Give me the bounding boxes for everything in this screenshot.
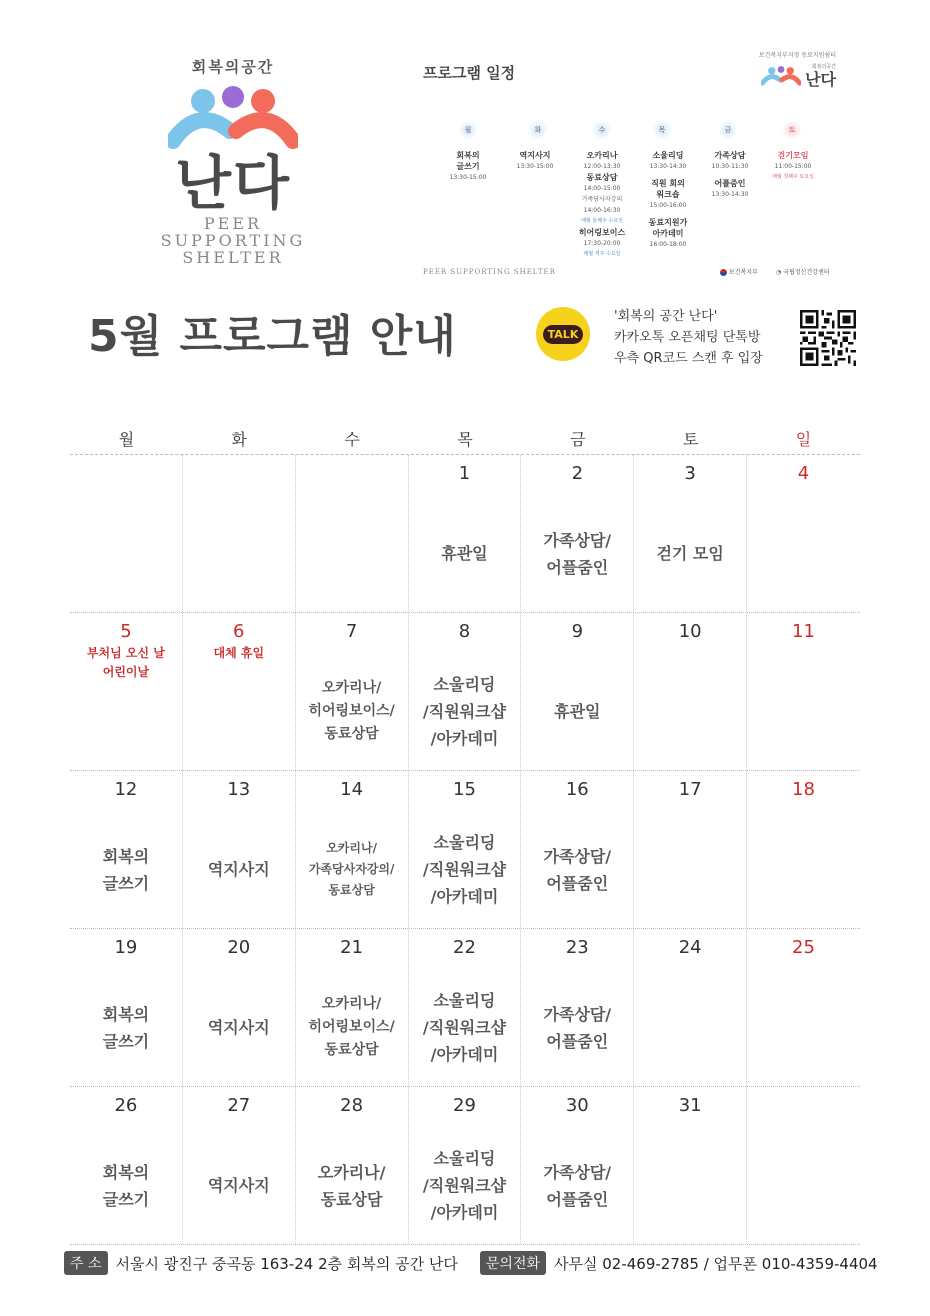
program-name: 어플줌인: [546, 1031, 609, 1051]
calendar-day-cell: [409, 1087, 522, 1244]
talk-label: TALK: [543, 325, 584, 344]
mini-time: 10:30-11:30: [711, 163, 749, 170]
program-list: [409, 1135, 521, 1236]
holiday-label: 부처님 오신 날: [86, 646, 165, 660]
mini-program: 회복의: [456, 151, 480, 160]
program-list: [521, 819, 633, 920]
day-number: 2: [571, 463, 584, 484]
calendar-day-cell: [296, 455, 409, 612]
program-name: 가족상담/: [543, 530, 612, 550]
program-name: 가족당사자강의/: [308, 862, 395, 876]
day-number: 29: [453, 1095, 476, 1116]
logo-name: 난다: [174, 149, 292, 217]
qr-code-icon[interactable]: [800, 310, 856, 366]
mini-time: 17:30-20:00: [583, 240, 621, 247]
mini-program: 오카리나: [586, 151, 618, 160]
day-number: 11: [792, 621, 815, 642]
mini-logo-caption: 보건복지부지정 동료지원쉼터: [758, 52, 836, 59]
calendar-day-cell: [634, 613, 747, 770]
program-name: 글쓰기: [102, 873, 150, 893]
day-number: 21: [340, 937, 364, 958]
mini-logo: [740, 50, 836, 89]
program-name: 회복의: [102, 1162, 150, 1182]
mini-day: 수: [592, 120, 612, 140]
day-number: 9: [571, 621, 584, 642]
calendar-week: [70, 613, 860, 771]
mini-logo-icon: [761, 65, 801, 87]
program-name: 가족상담/: [543, 1004, 612, 1024]
program-name: 동료상담: [328, 883, 375, 897]
calendar-weekday-header: [70, 425, 860, 455]
calendar-day-cell: [634, 929, 747, 1086]
mini-day: 월: [458, 120, 478, 140]
calendar-day-cell: [70, 455, 183, 612]
program-name: 걷기 모임: [656, 544, 724, 563]
program-name: /직원워크샵: [422, 1176, 507, 1195]
calendar-day-cell: [634, 1087, 747, 1244]
calendar-day-cell: [409, 929, 522, 1086]
calendar-day-cell: [747, 929, 860, 1086]
mini-col-wed: [571, 150, 633, 260]
program-name: /아카데미: [430, 887, 499, 906]
calendar-day-cell: [183, 455, 296, 612]
program-list: [521, 503, 633, 604]
mini-program: 직원 회의: [651, 179, 685, 188]
kakao-line-3: 우측 QR코드 스캔 후 입장: [614, 351, 763, 366]
phone-label: 문의전화: [480, 1251, 546, 1275]
address-text: 서울시 광진구 중곡동 163-24 2층 회복의 공간 난다: [115, 1254, 458, 1273]
logo-eng-line-2: SHELTER: [182, 248, 284, 267]
mini-program: 가족상담: [714, 151, 746, 160]
mini-logo-name: 난다: [805, 70, 836, 89]
day-number: 7: [345, 621, 358, 642]
program-list: [409, 977, 521, 1078]
program-name: 글쓰기: [102, 1189, 150, 1209]
day-number: 22: [453, 937, 476, 958]
program-name: 동료상담: [320, 1189, 383, 1209]
program-list: [296, 977, 408, 1078]
program-list: [409, 661, 521, 762]
day-number: 30: [565, 1095, 589, 1116]
mini-day: 토: [782, 120, 802, 140]
program-name: /아카데미: [430, 1045, 499, 1064]
calendar: [70, 425, 860, 1245]
schedule-title: 프로그램 일정: [423, 64, 516, 82]
holiday-label: 어린이날: [102, 665, 150, 679]
logo-subtitle: 회복의공간: [191, 58, 275, 76]
calendar-week: [70, 929, 860, 1087]
calendar-day-cell: [747, 771, 860, 928]
footer: [64, 1251, 878, 1275]
mini-time: 14:00-15:00: [583, 185, 621, 192]
calendar-day-cell: [70, 929, 183, 1086]
kakaotalk-icon: [536, 307, 590, 361]
day-number: 19: [114, 937, 138, 958]
calendar-week: [70, 1087, 860, 1245]
calendar-day-cell: [634, 771, 747, 928]
mini-program: 글쓰기: [456, 162, 480, 171]
mini-time: 16:00-18:00: [649, 241, 687, 248]
program-name: /직원워크샵: [422, 1018, 507, 1037]
program-name: 역지사지: [207, 1018, 270, 1037]
weekday-label: 토: [682, 430, 699, 449]
calendar-day-cell: [296, 1087, 409, 1244]
calendar-day-cell: [183, 613, 296, 770]
day-number: 27: [227, 1095, 251, 1116]
holiday-label: 대체 휴일: [213, 646, 265, 660]
mini-program: 소울리딩: [652, 151, 684, 160]
program-name: 소울리딩: [433, 833, 496, 852]
logo-people-icon: [168, 83, 298, 153]
mini-logo-small: 회복의공간: [811, 64, 836, 70]
mini-schedule: [440, 150, 830, 270]
program-list: [296, 819, 408, 920]
program-name: 휴관일: [554, 702, 601, 721]
calendar-day-cell: [521, 771, 634, 928]
program-name: /직원워크샵: [422, 702, 507, 721]
program-name: 소울리딩: [433, 1149, 496, 1168]
program-list: [296, 661, 408, 762]
day-number: 5: [120, 621, 132, 642]
program-list: [521, 661, 633, 762]
weekday-label: 화: [231, 430, 247, 449]
weekday-label: 목: [457, 430, 473, 449]
calendar-day-cell: [747, 613, 860, 770]
program-list: [521, 1135, 633, 1236]
day-number: 1: [458, 463, 471, 484]
calendar-day-cell: [183, 929, 296, 1086]
program-list: [183, 819, 295, 920]
calendar-day-cell: [521, 1087, 634, 1244]
mini-time: 12:00-13:30: [583, 163, 621, 170]
day-number: 10: [678, 621, 702, 642]
program-name: 동료상담: [324, 726, 379, 742]
day-number: 18: [792, 779, 815, 800]
program-name: 소울리딩: [433, 675, 496, 694]
gov-name-1: 보건복지부: [728, 269, 758, 276]
day-number: 8: [458, 621, 471, 642]
logo-eng-line-1: PEER SUPPORTING: [160, 214, 306, 250]
mini-col-sat: [762, 150, 824, 183]
calendar-day-cell: [747, 455, 860, 612]
day-number: 26: [114, 1095, 138, 1116]
calendar-day-cell: [747, 1087, 860, 1244]
program-name: 어플줌인: [546, 873, 609, 893]
calendar-day-cell: [521, 929, 634, 1086]
calendar-day-cell: [409, 455, 522, 612]
day-number: 16: [565, 779, 589, 800]
day-number: 31: [678, 1095, 702, 1116]
program-list: [521, 977, 633, 1078]
program-name: 동료상담: [324, 1042, 379, 1058]
program-name: /아카데미: [430, 1203, 499, 1222]
gov-logo-1: [720, 267, 758, 276]
mini-day: 화: [528, 120, 548, 140]
calendar-day-cell: [409, 613, 522, 770]
mini-time: 13:30-14:30: [711, 191, 749, 198]
mini-time: 13:30-14:30: [649, 163, 687, 170]
day-number: 12: [114, 779, 138, 800]
day-number: 14: [340, 779, 364, 800]
program-name: 오카리나/: [317, 1162, 386, 1182]
mini-col-mon: [437, 150, 499, 183]
mini-program: 가족당사자강의: [581, 196, 623, 203]
day-number: 24: [678, 937, 702, 958]
calendar-day-cell: [183, 1087, 296, 1244]
calendar-week: [70, 771, 860, 929]
mini-time: 13:30-15:00: [449, 174, 487, 181]
mini-schedule-days: [440, 120, 820, 140]
day-number: 3: [684, 463, 696, 484]
mini-time: 11:00-15:00: [774, 163, 812, 170]
calendar-week: [70, 455, 860, 613]
program-name: /직원워크샵: [422, 860, 507, 879]
calendar-day-cell: [521, 613, 634, 770]
mini-time: 14:00-16:30: [583, 207, 621, 214]
mini-program: 동료지원가: [648, 218, 688, 227]
program-list: [409, 819, 521, 920]
calendar-day-cell: [296, 771, 409, 928]
day-number: 25: [792, 937, 815, 958]
calendar-weeks: [70, 455, 860, 1245]
mini-program: 동료상담: [586, 173, 618, 182]
program-name: 가족상담/: [543, 1162, 612, 1182]
program-name: 오카리나/: [322, 996, 382, 1012]
mini-program: 어플줌인: [714, 179, 746, 188]
peer-supporting-caption: PEER SUPPORTING SHELTER: [423, 268, 556, 276]
program-name: 회복의: [102, 846, 150, 866]
program-list: [70, 977, 182, 1078]
gov-name-2: 국립정신건강센터: [783, 269, 830, 276]
program-name: 어플줌인: [546, 557, 609, 577]
mini-day: 금: [718, 120, 738, 140]
mini-col-tue: [504, 150, 566, 172]
weekday-label: 월: [118, 430, 135, 449]
mini-time: 15:00-16:00: [649, 202, 687, 209]
weekday-label: 수: [344, 430, 360, 449]
program-name: 오카리나/: [326, 841, 377, 855]
day-number: 17: [678, 779, 702, 800]
calendar-day-cell: [183, 771, 296, 928]
mini-note: 매월 첫째주 토요일: [772, 174, 814, 180]
mini-program: 걷기모임: [777, 151, 809, 160]
program-name: 히어링보이스/: [308, 1019, 395, 1035]
mini-program: 히어링보이스: [578, 228, 626, 237]
program-list: [70, 819, 182, 920]
kakao-info: [614, 306, 763, 369]
program-name: 히어링보이스/: [308, 703, 395, 719]
kakao-line-2: 카카오톡 오픈채팅 단톡방: [614, 330, 761, 345]
center-icon: ◔: [776, 269, 782, 276]
mini-time: 13:30-15:00: [516, 163, 554, 170]
mini-program: 워크숍: [656, 190, 680, 199]
day-number: 13: [227, 779, 251, 800]
program-list: [183, 977, 295, 1078]
calendar-day-cell: [409, 771, 522, 928]
program-name: 휴관일: [441, 544, 488, 563]
program-name: 오카리나/: [322, 680, 382, 696]
program-list: [409, 503, 521, 604]
day-number: 4: [797, 463, 810, 484]
day-number: 23: [565, 937, 589, 958]
kakao-line-1: '회복의 공간 난다': [614, 309, 718, 324]
program-list: [70, 1135, 182, 1236]
mini-program: 역지사지: [519, 151, 551, 160]
program-list: [634, 503, 746, 604]
mini-note: 매월 격주 수요일: [583, 251, 621, 257]
weekday-label: 금: [570, 430, 586, 449]
calendar-day-cell: [296, 613, 409, 770]
program-name: 회복의: [102, 1004, 150, 1024]
weekday-label: 일: [795, 430, 812, 449]
page-title: 5월 프로그램 안내: [88, 311, 457, 362]
taegeuk-icon: [720, 269, 727, 276]
calendar-day-cell: [70, 1087, 183, 1244]
program-name: 가족상담/: [543, 846, 612, 866]
address-label: 주 소: [64, 1251, 108, 1275]
mini-day: 목: [652, 120, 672, 140]
program-name: 글쓰기: [102, 1031, 150, 1051]
phone-text: 사무실 02-469-2785 / 업무폰 010-4359-4404: [554, 1254, 878, 1273]
mini-col-thu: [637, 150, 699, 250]
day-number: 28: [340, 1095, 364, 1116]
mini-program: 아카데미: [652, 229, 684, 238]
program-list: [296, 1135, 408, 1236]
program-name: 역지사지: [207, 1176, 270, 1195]
calendar-day-cell: [70, 771, 183, 928]
day-number: 15: [453, 779, 476, 800]
mini-col-fri: [699, 150, 761, 200]
program-name: 소울리딩: [433, 991, 496, 1010]
program-name: /아카데미: [430, 729, 499, 748]
calendar-day-cell: [521, 455, 634, 612]
logo: [128, 56, 338, 266]
day-number: 6: [233, 621, 245, 642]
mini-note: 매월 둘째주 수요일: [581, 218, 623, 224]
program-name: 어플줌인: [546, 1189, 609, 1209]
gov-logo-2: [776, 267, 830, 276]
program-name: 역지사지: [207, 860, 270, 879]
calendar-day-cell: [634, 455, 747, 612]
day-number: 20: [227, 937, 251, 958]
calendar-day-cell: [70, 613, 183, 770]
program-list: [183, 1135, 295, 1236]
calendar-day-cell: [296, 929, 409, 1086]
